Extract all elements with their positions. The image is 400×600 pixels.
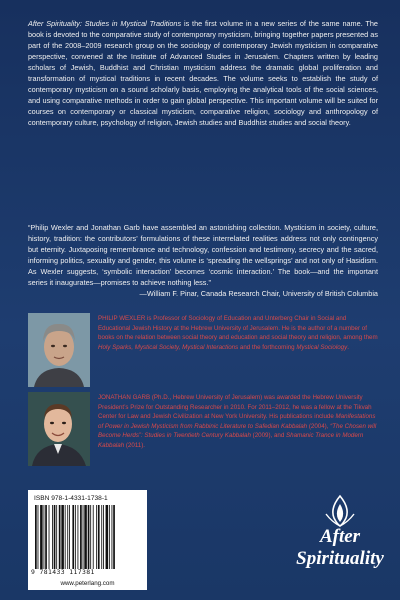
barcode-panel (28, 490, 147, 590)
book-title: After Spirituality: Studies in Mystical Traditions (28, 19, 182, 28)
ean-number: 9 781433 117381 (31, 568, 95, 576)
logo-text-after: After (319, 526, 361, 547)
logo-text-spirituality: Spirituality (296, 548, 384, 569)
book-description (28, 18, 378, 128)
barcode-image (34, 505, 141, 569)
author-bio-wexler: PHILIP WEXLER is Professor of Sociology of Education and Unterberg Chair in Social and Educational Jewish History at the Hebrew University of Jerusalem. He is the author of a number of books on the relation between social theory and education and social theory and religion, among them Holy Sparks, Mystical Society, Mystical Interactions and the forthcoming Mystical Sociology. (98, 315, 378, 351)
endorsement-quote: “Philip Wexler and Jonathan Garb have assembled an astonishing collection. Mysticism in society, culture, history, tradition: the contributors’ formulations of these interrelated realities address not only contingency but eternity. Juxtaposing remembrance and technology, confession and testimony, secrecy and the sacred, informing politics, sexuality and gender, this volume is ‘spreading the wellsprings’ and not only of Hasidism. As Wexler suggests, ‘symbolic interaction’ becomes ‘cosmic interaction.’ The book—and the important series it inaugurates—promises to achieve nothing less.” (28, 223, 378, 287)
isbn-label: ISBN 978-1-4331-1738-1 (34, 495, 108, 502)
flame-icon (312, 494, 368, 528)
series-logo (292, 494, 388, 594)
endorsement-attribution: —William F. Pinar, Canada Research Chair, University of British Columbia (139, 289, 378, 298)
publisher-url: www.peterlang.com (60, 580, 115, 587)
description-text: is the first volume in a new series of the same name. The book is devoted to the comparative study of contemporary mysticism, bringing together papers presented as part of the 2008–2009 research group on the sociology of contemporary Jewish mysticism in comparative perspective, convened at the Institute of Advanced Studies in Jerusalem. Chapters written by leading scholars of Jewish, Buddhist and Christian mysticism address the dramatic global proliferation and transformation of mystical traditions in recent decades. The volume seeks to establish the study of contemporary mysticism on a sound scholarly basis, employing the analytical tools of the social sciences, and using comparative methods in order to gain global perspective. This important volume will be suited for courses on contemporary or classical mysticism, comparative religion, sociology and anthropology of contemporary culture, psychology of religion, Jewish studies and Buddhist studies and social theory. (28, 19, 378, 127)
author-photo-garb (28, 392, 90, 466)
author-photo-wexler (28, 313, 90, 387)
author-bio-garb: JONATHAN GARB (Ph.D., Hebrew University of Jerusalem) was awarded the Hebrew University President’s Prize for Outstanding Researcher in 2010. For 2011–2012, he was a fellow at the Tikvah Center for Law and Jewish Civilization at New York University. His publications include Manifestations of Power in Jewish Mysticism from Rabbinic Literature to Safedian Kabbalah (2004), “The Chosen will Become Herds”: Studies in Twentieth Century Kabbalah (2009), and Shamanic Trance in Modern Kabbalah (2011). (98, 394, 377, 449)
